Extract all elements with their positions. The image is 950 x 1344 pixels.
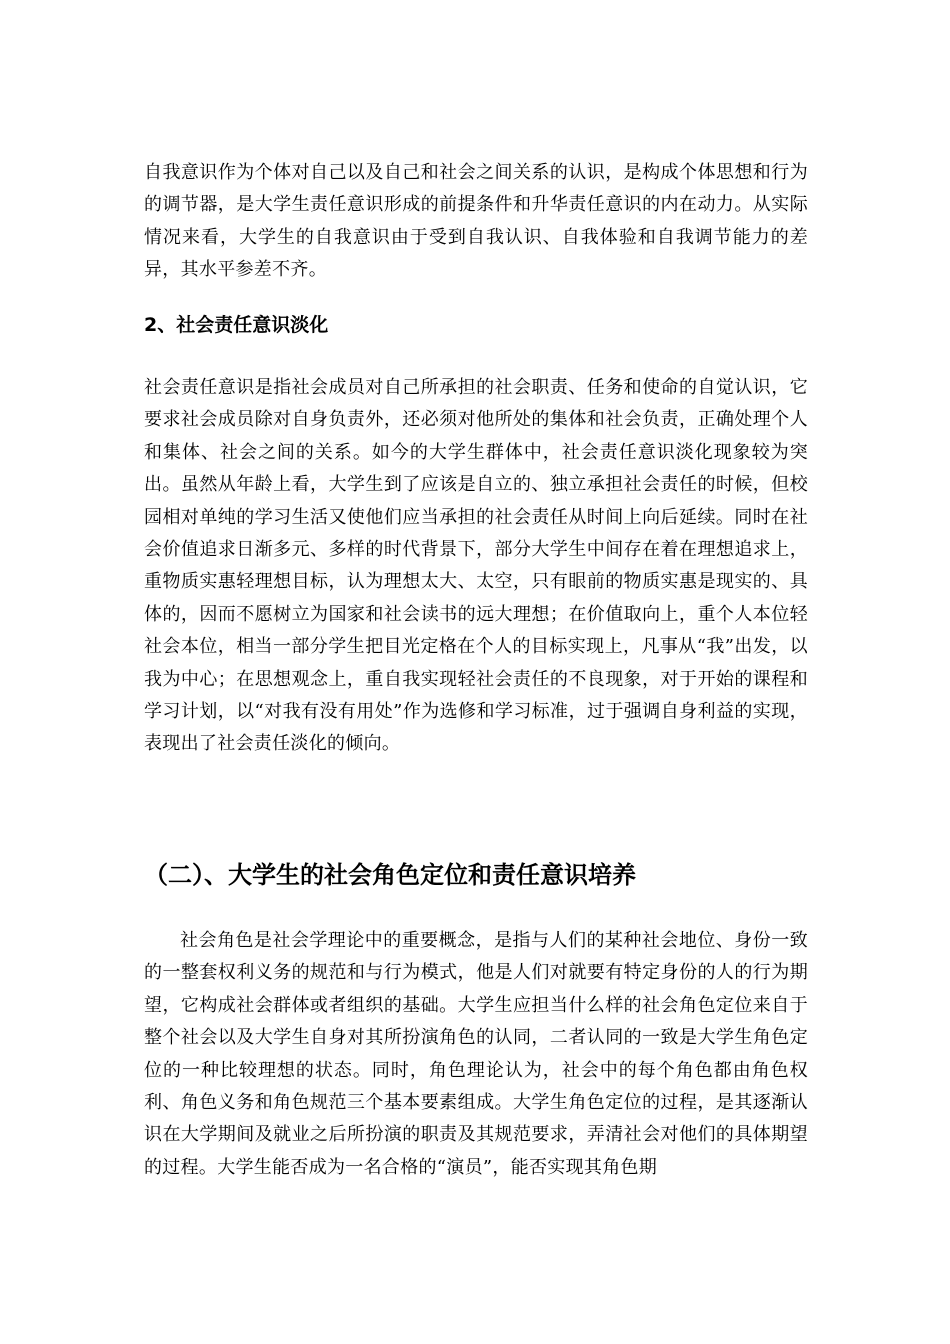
paragraph-social-responsibility: 社会责任意识是指社会成员对自己所承担的社会职责、任务和使命的自觉认识，它要求社会成员除对自身负责外，还必须对他所处的集体和社会负责，正确处理个人和集体、社会之间的关系。如今的大学生群体中，社会责任意识淡化现象较为突出。虽然从年龄上看，大学生到了应该是自立的、独立承担社会责任的时候，但校园相对单纯的学习生活又使他们应当承担的社会责任从时间上向后延续。同时在社会价值追求日渐多元、多样的时代背景下，部分大学生中间存在着在理想追求上，重物质实惠轻理想目标，认为理想太大、太空，只有眼前的物质实惠是现实的、具体的，因而不愿树立为国家和社会读书的远大理想；在价值取向上，重个人本位轻社会本位，相当一部分学生把目光定格在个人的目标实现上，凡事从“我”出发，以我为中心；在思想观念上，重自我实现轻社会责任的不良现象，对于开始的课程和学习计划，以“对我有没有用处”作为选修和学习标准，过于强调自身利益的实现，表现出了社会责任淡化的倾向。 — [144, 377, 808, 755]
section-heading-role-positioning: （二）、大学生的社会角色定位和责任意识培养 — [144, 861, 636, 889]
paragraph-social-role: 社会角色是社会学理论中的重要概念，是指与人们的某种社会地位、身份一致的一整套权利义务的规范和与行为模式，他是人们对就要有特定身份的人的行为期望，它构成社会群体或者组织的基础。大学生应担当什么样的社会角色定位来自于整个社会以及大学生自身对其所扮演角色的认同，二者认同的一致是大学生角色定位的一种比较理想的状态。同时，角色理论认为，社会中的每个角色都由角色权利、角色义务和角色规范三个基本要素组成。大学生角色定位的过程，是其逐渐认识在大学期间及就业之后所扮演的职责及其规范要求，弄清社会对他们的具体期望的过程。大学生能否成为一名合格的“演员”，能否实现其角色期 — [144, 930, 808, 1178]
paragraph-self-awareness: 自我意识作为个体对自己以及自己和社会之间关系的认识，是构成个体思想和行为的调节器，是大学生责任意识形成的前提条件和升华责任意识的内在动力。从实际情况来看，大学生的自我意识由于受到自我认识、自我体验和自我调节能力的差异，其水平参差不齐。 — [144, 162, 808, 281]
section-heading-social-responsibility: 2、社会责任意识淡化 — [144, 314, 329, 336]
